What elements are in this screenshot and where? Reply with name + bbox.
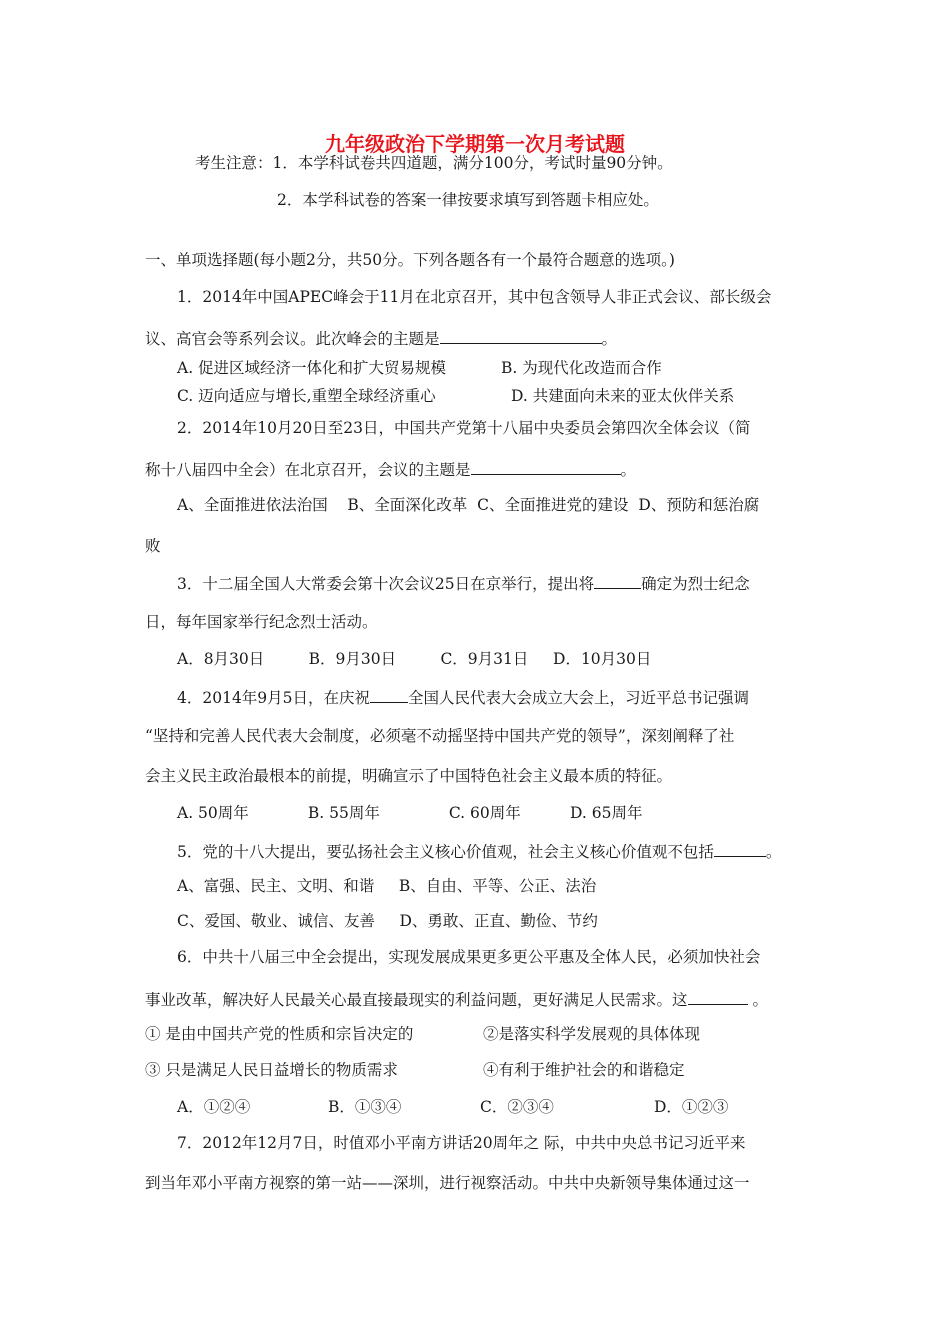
- q6-option-d: D．①②③: [654, 1098, 729, 1116]
- q7-stem-line-2: 到当年邓小平南方视察的第一站——深圳，进行视察活动。中共中央新领导集体通过这一: [145, 1174, 750, 1192]
- q3-options: A．8月30日 B．9月30日 C．9月31日 D．10月30日: [177, 650, 652, 668]
- notice-line-1: 考生注意：1．本学科试卷共四道题，满分100分，考试时量90分钟。: [195, 154, 673, 172]
- answer-blank: [370, 686, 408, 703]
- q4-stem-text: 4．2014年9月5日，在庆祝: [177, 689, 371, 707]
- q2-stem-text: 称十八届四中全会）在北京召开，会议的主题是: [145, 461, 471, 479]
- q5-options-2: C、爱国、敬业、诚信、友善 D、勇敢、正直、勤俭、节约: [177, 912, 598, 930]
- q1-option-a: A. 促进区域经济一体化和扩大贸易规模: [177, 359, 447, 377]
- q4-stem-end: 全国人民代表大会成立大会上，习近平总书记强调: [408, 689, 750, 707]
- q5-stem-line-1: [177, 840, 781, 862]
- q5-stem-end: 。: [765, 843, 782, 861]
- q6-option-c: C．②③④: [480, 1098, 554, 1116]
- answer-blank: [594, 572, 641, 589]
- q6-item-1: ① 是由中国共产党的性质和宗旨决定的: [145, 1025, 414, 1043]
- q7-stem-line-1: 7．2012年12月7日，时值邓小平南方讲话20周年之 际，中共中央总书记习近平来: [177, 1134, 746, 1152]
- q4-options: A. 50周年 B. 55周年 C. 60周年 D. 65周年: [177, 804, 643, 822]
- q2-stem-end: 。: [620, 461, 637, 479]
- q6-item-3: ③ 只是满足人民日益增长的物质需求: [145, 1061, 398, 1079]
- section-heading: 一、单项选择题(每小题2分，共50分。下列各题各有一个最符合题意的选项。): [145, 251, 675, 269]
- answer-blank: [471, 458, 621, 475]
- q3-stem-line-2: 日，每年国家举行纪念烈士活动。: [145, 613, 378, 631]
- q2-stem-line-1: 2．2014年10月20日至23日，中国共产党第十八届中央委员会第四次全体会议（简: [177, 419, 751, 437]
- q3-stem-text: 3．十二届全国人大常委会第十次会议25日在京举行，提出将: [177, 575, 595, 593]
- q1-stem-end: 。: [601, 330, 618, 348]
- q5-options-1: A、富强、民主、文明、和谐 B、自由、平等、公正、法治: [177, 877, 597, 895]
- q1-option-c: C. 迈向适应与增长,重塑全球经济重心: [177, 387, 436, 405]
- q6-stem-line-2: [145, 988, 768, 1010]
- q5-stem-text: 5．党的十八大提出，要弘扬社会主义核心价值观，社会主义核心价值观不包括: [177, 843, 714, 861]
- q6-stem-end: 。: [747, 991, 768, 1009]
- q2-options-cont: 败: [145, 537, 161, 555]
- q4-stem-line-1: [177, 686, 749, 708]
- answer-blank: [688, 988, 748, 1005]
- q1-stem-text: 议、高官会等系列会议。此次峰会的主题是: [145, 330, 440, 348]
- exam-title: 九年级政治下学期第一次月考试题: [325, 132, 625, 156]
- answer-blank: [714, 840, 766, 857]
- q6-stem-text: 事业改革，解决好人民最关心最直接最现实的利益问题，更好满足人民需求。这: [145, 991, 688, 1009]
- q6-option-a: A．①②④: [177, 1098, 251, 1116]
- q4-stem-line-3: 会主义民主政治最根本的前提，明确宣示了中国特色社会主义最本质的特征。: [145, 767, 673, 785]
- q6-option-b: B．①③④: [328, 1098, 402, 1116]
- q2-options: A、全面推进依法治国 B、全面深化改革 C、全面推进党的建设 D、预防和惩治腐: [177, 496, 760, 514]
- q6-item-2: ②是落实科学发展观的具体体现: [483, 1025, 701, 1043]
- q6-item-4: ④有利于维护社会的和谐稳定: [483, 1061, 685, 1079]
- q3-stem-end: 确定为烈士纪念: [641, 575, 750, 593]
- q4-stem-line-2: “坚持和完善人民代表大会制度，必须毫不动摇坚持中国共产党的领导”，深刻阐释了社: [145, 727, 735, 745]
- q1-option-b: B. 为现代化改造而合作: [501, 359, 662, 377]
- q1-stem-line-1: 1．2014年中国APEC峰会于11月在北京召开，其中包含领导人非正式会议、部长级会: [177, 288, 772, 306]
- answer-blank: [440, 327, 602, 344]
- notice-line-2: 2．本学科试卷的答案一律按要求填写到答题卡相应处。: [277, 191, 659, 209]
- q2-stem-line-2: [145, 458, 636, 480]
- q3-stem-line-1: [177, 572, 750, 594]
- q6-stem-line-1: 6．中共十八届三中全会提出，实现发展成果更多更公平惠及全体人民，必须加快社会: [177, 948, 761, 966]
- q1-option-d: D. 共建面向未来的亚太伙伴关系: [511, 387, 735, 405]
- q1-stem-line-2: [145, 327, 617, 349]
